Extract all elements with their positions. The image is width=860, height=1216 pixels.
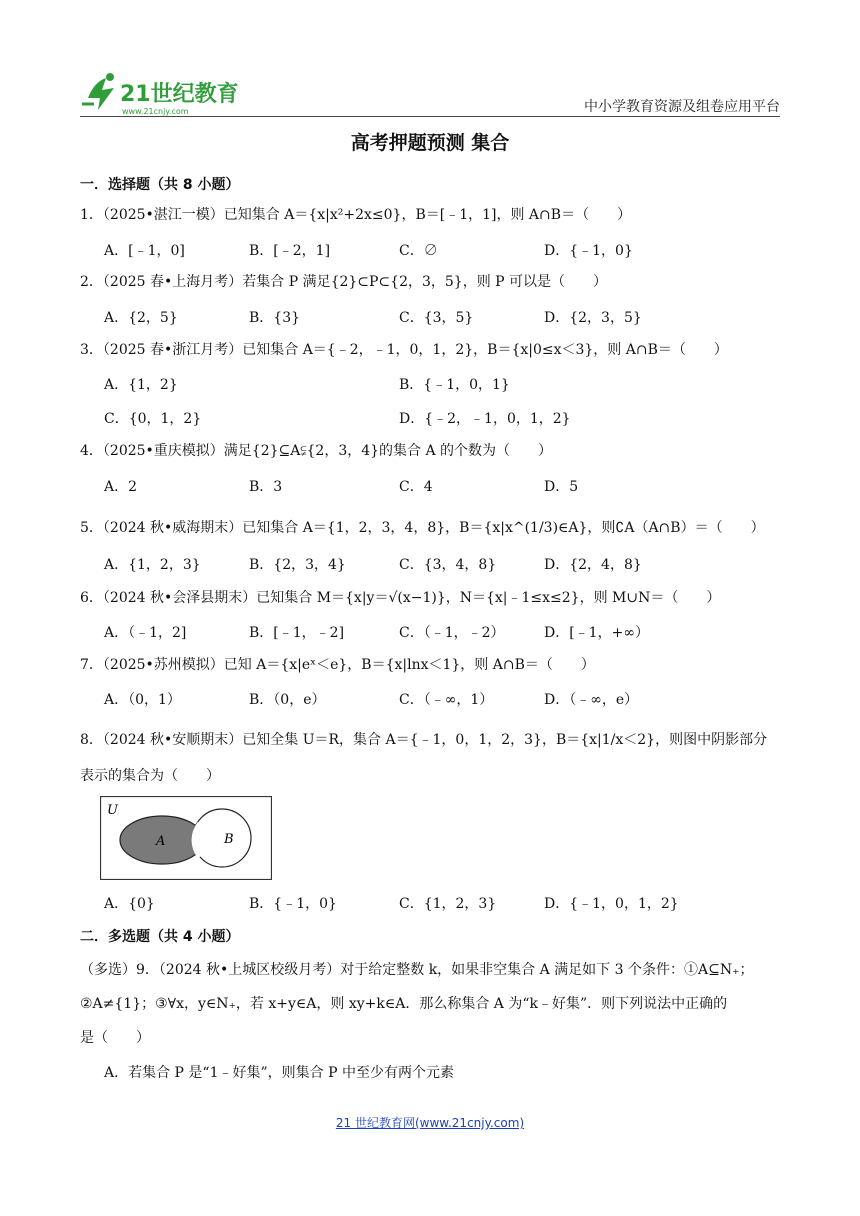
- venn-a-label: A: [156, 834, 166, 849]
- option-b: B．{﹣1，0}: [249, 896, 337, 912]
- option-d: D．（﹣∞，e）: [544, 692, 639, 708]
- page-title: 高考押题预测 集合: [350, 132, 510, 154]
- question-stem: 4．（2025•重庆模拟）满足{2}⊆A⫋{2，3，4}的集合 A 的个数为（ ）: [80, 443, 553, 459]
- venn-u-label: U: [107, 803, 118, 818]
- question-options: [104, 307, 784, 327]
- option-d: D．{﹣1，0，1，2}: [544, 896, 679, 912]
- option-a: A．[﹣1，0]: [104, 243, 185, 259]
- option-b: B．（0，e）: [249, 692, 326, 708]
- question-stem: 7．（2025•苏州模拟）已知 A＝{x|eˣ＜e}，B＝{x|lnx＜1}，则 A∩B＝（ ）: [80, 657, 595, 673]
- option-a: A．{1，2}: [104, 377, 178, 393]
- question-stem: 3．（2025 春•浙江月考）已知集合 A＝{﹣2，﹣1，0，1，2}，B＝{x|0≤x＜3}，则 A∩B＝（ ）: [80, 342, 728, 358]
- question-options: [104, 689, 784, 709]
- question-stem-continued: 是（ ）: [80, 1030, 150, 1046]
- question-stem-continued: 表示的集合为（ ）: [80, 768, 220, 784]
- svg-text:21世纪教育: 21世纪教育: [120, 82, 239, 107]
- option-c: C．4: [399, 479, 433, 495]
- section-heading-single-choice: 一．选择题（共 8 小题）: [80, 177, 240, 193]
- option-a: A．（﹣1，2]: [104, 625, 187, 641]
- option-c: C．（﹣1，﹣2）: [399, 625, 505, 641]
- option-b: B．3: [249, 479, 283, 495]
- question-options: [104, 408, 784, 428]
- question-options: [104, 240, 784, 260]
- question-stem: 5．（2024 秋•威海期末）已知集合 A＝{1，2，3，4，8}，B＝{x|x^(1/3)∈A}，则∁A（A∩B）＝（ ）: [80, 520, 765, 536]
- footer-link[interactable]: 21 世纪教育网(www.21cnjy.com): [335, 1116, 525, 1130]
- header-divider: [80, 116, 780, 117]
- option-d: D．[﹣1，+∞）: [544, 625, 649, 641]
- question-options: [104, 622, 784, 642]
- option-b: B．{2，3，4}: [249, 557, 346, 573]
- option-c: C．{1，2，3}: [399, 896, 497, 912]
- question-options: [104, 554, 784, 574]
- option-a: A．{0}: [104, 896, 155, 912]
- header-platform-text: 中小学教育资源及组卷应用平台: [584, 99, 780, 115]
- option-b: B．{3}: [249, 310, 301, 326]
- question-stem: 8．（2024 秋•安顺期末）已知全集 U＝R，集合 A＝{﹣1，0，1，2，3}，B＝{x|1/x＜2}，则图中阴影部分: [80, 732, 768, 748]
- page-header: [80, 62, 780, 120]
- option-a: A．2: [104, 479, 138, 495]
- option-d: D．{2，3，5}: [544, 310, 642, 326]
- question-stem: （多选）9．（2024 秋•上城区校级月考）对于给定整数 k，如果非空集合 A 满足如下 3 个条件：①A⊆N₊；: [80, 962, 754, 978]
- question-stem: 6．（2024 秋•会泽县期末）已知集合 M＝{x|y＝√(x−1)}，N＝{x|﹣1≤x≤2}，则 M∪N＝（ ）: [80, 590, 721, 606]
- section-heading-multiple-choice: 二．多选题（共 4 小题）: [80, 929, 240, 945]
- question-stem-continued: ②A≠{1}；③∀x，y∈N₊，若 x+y∈A，则 xy+k∈A．那么称集合 A 为“k﹣好集”．则下列说法中正确的: [80, 996, 728, 1012]
- option-d: D．{﹣2，﹣1，0，1，2}: [399, 411, 571, 427]
- question-options: [104, 374, 784, 394]
- question-stem: 1．（2025•湛江一模）已知集合 A＝{x|x²+2x≤0}，B＝[﹣1，1]，则 A∩B＝（ ）: [80, 207, 632, 223]
- option-d: D．{2，4，8}: [544, 557, 642, 573]
- option-a: A．{1，2，3}: [104, 557, 201, 573]
- option-a: A．（0，1）: [104, 692, 181, 708]
- option-c: C．{3，5}: [399, 310, 474, 326]
- option-d: D．5: [544, 479, 579, 495]
- option-c: C．（﹣∞，1）: [399, 692, 494, 708]
- venn-diagram: [100, 796, 272, 880]
- option-c: C．{0，1，2}: [104, 411, 202, 427]
- option-b: B．[﹣1，﹣2]: [249, 625, 345, 641]
- venn-b-label: B: [224, 832, 234, 847]
- option-d: D．{﹣1，0}: [544, 243, 633, 259]
- option-a: A．若集合 P 是“1﹣好集”，则集合 P 中至少有两个元素: [104, 1065, 454, 1081]
- option-c: C．{3，4，8}: [399, 557, 497, 573]
- question-options: [104, 476, 784, 496]
- question-options: [104, 1062, 784, 1082]
- page-footer: [0, 1114, 860, 1131]
- logo-icon: [80, 68, 250, 118]
- option-a: A．{2，5}: [104, 310, 178, 326]
- option-c: C．∅: [399, 243, 438, 259]
- option-b: B．{﹣1，0，1}: [399, 377, 510, 393]
- question-stem: 2．（2025 春•上海月考）若集合 P 满足{2}⊂P⊂{2，3，5}，则 P 可以是（ ）: [80, 274, 608, 290]
- question-options: [104, 893, 784, 913]
- option-b: B．[﹣2，1]: [249, 243, 331, 259]
- svg-text:www.21cnjy.com: www.21cnjy.com: [122, 107, 189, 116]
